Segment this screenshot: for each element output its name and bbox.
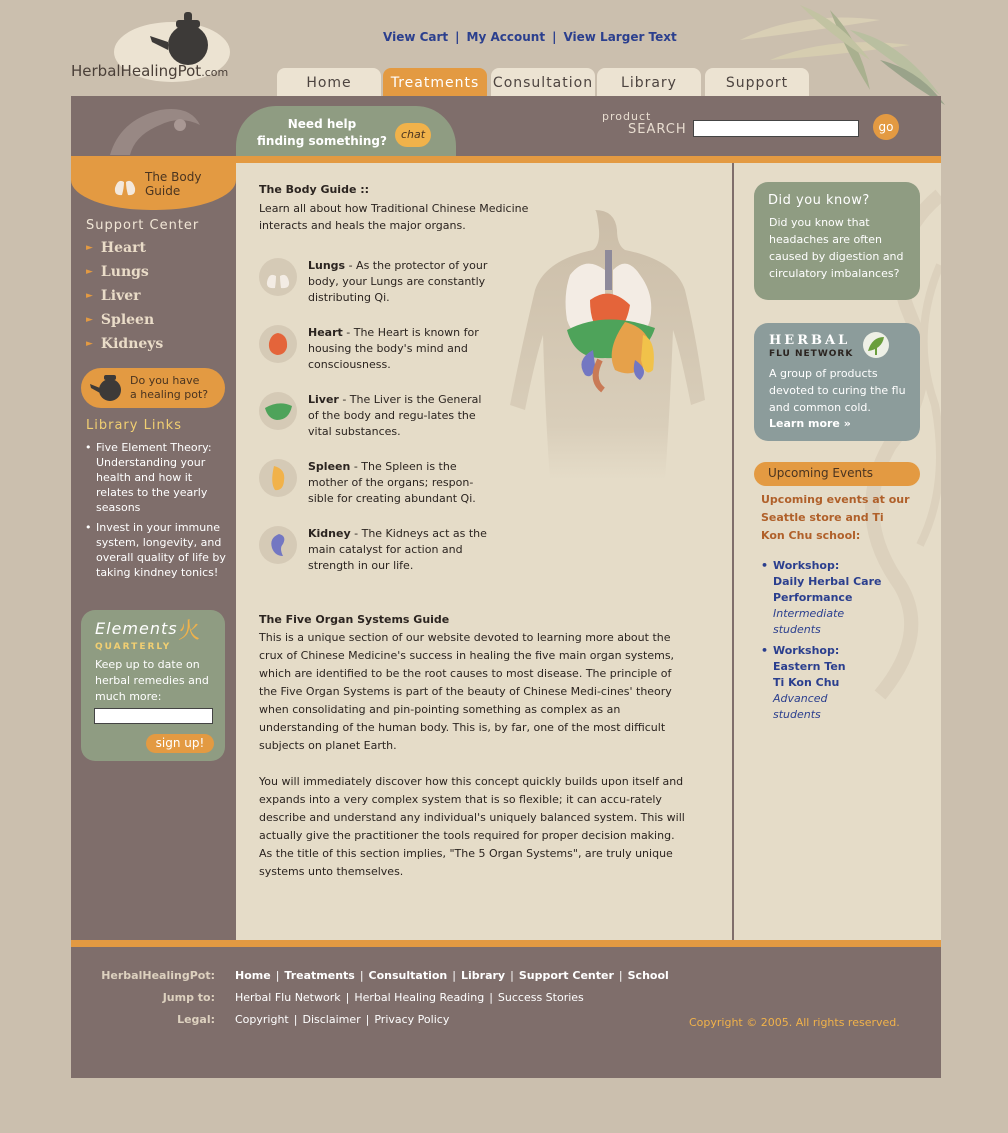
learn-more-link[interactable]: Learn more » bbox=[769, 417, 851, 430]
lungs-icon bbox=[259, 258, 297, 296]
search-label: product SEARCH bbox=[602, 110, 687, 137]
newsletter-email-field[interactable] bbox=[94, 708, 213, 724]
footer-jump-links: Herbal Flu Network | Herbal Healing Reading | Success Stories bbox=[235, 991, 584, 1004]
arrow-right-icon: ► bbox=[86, 243, 93, 253]
footer-privacy-link[interactable]: Privacy Policy bbox=[374, 1013, 450, 1026]
organ-description: Spleen - The Spleen is the mother of the organs; respon-sible for creating abundant Qi. bbox=[308, 460, 476, 505]
sidebar-item-spleen[interactable]: ► Spleen bbox=[86, 312, 155, 328]
signup-button[interactable]: sign up! bbox=[146, 734, 214, 753]
footer-label-site: HerbalHealingPot: bbox=[101, 969, 215, 982]
sidebar-item-heart[interactable]: ► Heart bbox=[86, 240, 146, 256]
elements-description: Keep up to date on herbal remedies and much more: bbox=[95, 658, 209, 703]
liver-icon bbox=[259, 392, 297, 430]
footer-library-link[interactable]: Library bbox=[460, 969, 506, 982]
library-link: • Invest in your immune system, longevity, and overall quality of life by taking kindney tonics! bbox=[85, 521, 226, 579]
body-organs-illustration bbox=[505, 210, 710, 480]
library-links-title: Library Links bbox=[86, 418, 182, 433]
tab-treatments[interactable]: Treatments bbox=[383, 68, 487, 97]
tab-library[interactable]: Library bbox=[597, 68, 701, 97]
footer-school-link[interactable]: School bbox=[627, 969, 669, 982]
did-you-know-title: Did you know? bbox=[768, 193, 870, 208]
copyright-text: Copyright © 2005. All rights reserved. bbox=[689, 1016, 900, 1029]
view-larger-text-link[interactable]: View Larger Text bbox=[563, 30, 677, 44]
arrow-right-icon: ► bbox=[86, 291, 93, 301]
product-search-input[interactable] bbox=[693, 120, 859, 137]
lungs-icon bbox=[110, 168, 140, 198]
support-center-title: Support Center bbox=[86, 218, 200, 233]
footer-divider bbox=[71, 940, 941, 947]
section-title: The Five Organ Systems Guide bbox=[259, 613, 450, 626]
chat-button[interactable]: chat bbox=[395, 123, 431, 147]
sidebar-item-kidneys[interactable]: ► Kidneys bbox=[86, 336, 164, 352]
dragon-icon bbox=[100, 100, 210, 158]
tab-consultation[interactable]: Consultation bbox=[491, 68, 595, 97]
footer-label-legal: Legal: bbox=[177, 1013, 215, 1026]
organ-description: Liver - The Liver is the General of the body and regu-lates the vital substances. bbox=[308, 393, 482, 438]
footer-consultation-link[interactable]: Consultation bbox=[368, 969, 448, 982]
page-title: The Body Guide :: bbox=[259, 183, 370, 196]
paragraph: You will immediately discover how this concept quickly builds upon itself and expands into a very complex system that is so flexible; it can accu-rately describe and understand any individual's uniquely balanced system. This will actually give the practitioner the tools required for proper decision making. As the title of this section implies, "The 5 Organ Systems", are truly unique systems unto themselves. bbox=[259, 775, 685, 878]
intro-text: Learn all about how Traditional Chinese Medicine interacts and heals the major organs. bbox=[259, 202, 529, 232]
paragraph: This is a unique section of our website devoted to learning more about the crux of Chinese Medicine's success in healing the five main organ systems, which are identified to be the root causes to most disease. The principle of the Five Organ Systems is part of the beauty of Chinese Medi-cines' theory when consolidating and pin-pointing something as complex as an understanding of the human body. This is, by far, one of the most difficult subjects on planet Earth. bbox=[259, 631, 675, 752]
footer-support-center-link[interactable]: Support Center bbox=[518, 969, 614, 982]
footer-home-link[interactable]: Home bbox=[235, 969, 271, 982]
footer-label-jump: Jump to: bbox=[162, 991, 215, 1004]
footer-flu-network-link[interactable]: Herbal Flu Network bbox=[235, 991, 341, 1004]
did-you-know-text: Did you know that headaches are often caused by digestion and circulatory imbalances? bbox=[769, 216, 904, 280]
arrow-right-icon: ► bbox=[86, 339, 93, 349]
sidebar-item-liver[interactable]: ► Liver bbox=[86, 288, 141, 304]
footer-legal-links: Copyright | Disclaimer | Privacy Policy bbox=[235, 1013, 450, 1026]
elements-quarterly-label: QUARTERLY bbox=[95, 642, 172, 652]
elements-title: Elements bbox=[95, 619, 178, 638]
sidebar-item-lungs[interactable]: ► Lungs bbox=[86, 264, 149, 280]
tab-support[interactable]: Support bbox=[705, 68, 809, 97]
arrow-right-icon: ► bbox=[86, 315, 93, 325]
body-guide-title: The Body Guide bbox=[145, 170, 202, 198]
flu-network-subtitle: FLU NETWORK bbox=[769, 349, 854, 359]
search-go-button[interactable]: go bbox=[873, 114, 899, 140]
kidney-icon bbox=[259, 526, 297, 564]
footer-copyright-link[interactable]: Copyright bbox=[235, 1013, 289, 1026]
upcoming-events-intro: Upcoming events at our Seattle store and Ti Kon Chu school: bbox=[761, 493, 910, 542]
view-cart-link[interactable]: View Cart bbox=[383, 30, 449, 44]
leaf-icon bbox=[862, 331, 890, 359]
logo-text[interactable]: HerbalHealingPot.com bbox=[71, 62, 229, 80]
flu-network-text: A group of products devoted to curing the flu and common cold. bbox=[769, 367, 906, 414]
fire-glyph-icon: 火 bbox=[178, 619, 201, 644]
heart-icon bbox=[259, 325, 297, 363]
my-account-link[interactable]: My Account bbox=[466, 30, 546, 44]
event-item[interactable]: • Workshop: Daily Herbal Care Performance Intermediate students bbox=[761, 559, 882, 636]
healing-pot-text: Do you have a healing pot? bbox=[130, 374, 209, 401]
organ-description: Lungs - As the protector of your body, your Lungs are constantly distributing Qi. bbox=[308, 259, 488, 304]
organ-description: Heart - The Heart is known for housing the body's mind and consciousness. bbox=[308, 326, 479, 371]
help-text: Need help finding something? bbox=[257, 117, 387, 148]
footer-site-links: Home | Treatments | Consultation | Library | Support Center | School bbox=[235, 969, 669, 982]
teapot-icon bbox=[88, 372, 128, 404]
footer-healing-reading-link[interactable]: Herbal Healing Reading bbox=[354, 991, 485, 1004]
top-links: View Cart | My Account | View Larger Text bbox=[383, 30, 677, 44]
organ-description: Kidney - The Kidneys act as the main catalyst for action and strength in our life. bbox=[308, 527, 487, 572]
footer-success-stories-link[interactable]: Success Stories bbox=[497, 991, 584, 1004]
event-item[interactable]: • Workshop: Eastern Ten Ti Kon Chu Advanced students bbox=[761, 644, 846, 721]
footer-disclaimer-link[interactable]: Disclaimer bbox=[302, 1013, 361, 1026]
flu-network-title: HERBAL bbox=[769, 333, 851, 348]
tab-home[interactable]: Home bbox=[277, 68, 381, 97]
spleen-icon bbox=[259, 459, 297, 497]
arrow-right-icon: ► bbox=[86, 267, 93, 277]
library-link: • Five Element Theory: Understanding your health and how it relates to the yearly seasons bbox=[85, 441, 212, 514]
upcoming-events-title: Upcoming Events bbox=[768, 466, 874, 480]
footer-treatments-link[interactable]: Treatments bbox=[284, 969, 355, 982]
